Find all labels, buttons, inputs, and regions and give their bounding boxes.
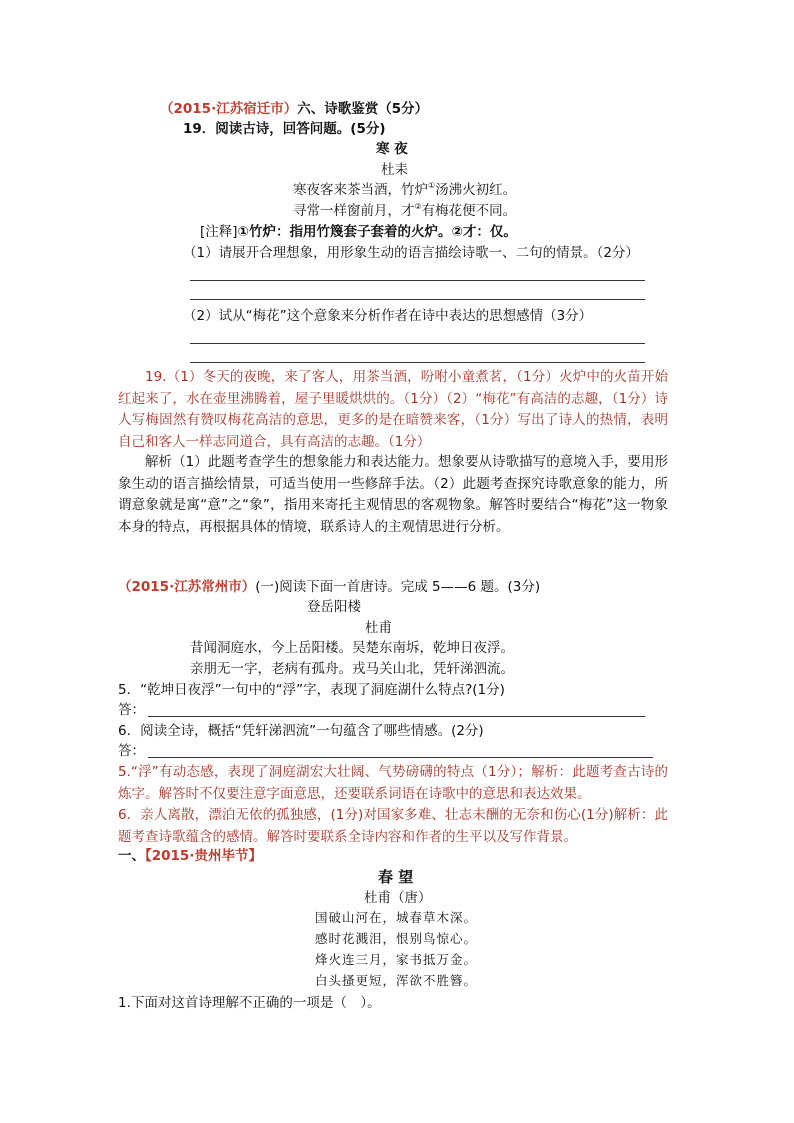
section2-intro: (一)阅读下面一首唐诗。完成 5——6 题。(3分) [255,579,541,595]
answer-line[interactable] [190,299,645,300]
answer-19 [118,367,668,453]
answer-label-6: 答： [118,743,145,759]
section3-source: 【2015·贵州毕节】 [145,848,262,864]
poem1-line2-a: 寻常一样窗前月，才 [293,203,415,219]
note-mark-1: ① [428,181,436,190]
poem3-line: 感时花溅泪，恨别鸟惊心。 [315,931,478,946]
question-19-2: （2）试从“梅花”这个意象来分析作者在诗中表达的思想感情（3分） [183,308,593,324]
section3-prefix: 一、 [118,848,145,864]
poem2-line2: 亲朋无一字，老病有孤舟。戎马关山北，凭轩涕泗流。 [190,661,514,677]
section1-source: （2015·江苏宿迁市） [160,101,298,117]
poem1-title: 寒 夜 [376,141,408,157]
poem1-line1-a: 寒夜客来茶当酒，竹炉 [293,182,428,198]
answer-19-meihua: “梅花” [475,390,517,407]
section3-header [118,846,262,866]
poem1-note [200,222,517,242]
answer-19-part1: 19.（1）冬天的夜晚，来了客人，用茶当酒，吩咐小童煮茗，（1分）火炉中的火苗开始红起来了，水在壶里沸腾着，屋子里暖烘烘的。（1分）（2） [118,369,668,407]
poem1-line2 [293,201,516,221]
question-1: 1.下面对这首诗理解不正确的一项是（ ）。 [118,995,381,1011]
poem3-title: 春 望 [378,868,414,886]
poem3-line: 国破山河在，城春草木深。 [315,910,478,925]
answer-line[interactable] [190,362,645,363]
question-19: 19．阅读古诗，回答问题。(5分) [183,121,386,137]
answer-5: 5.“浮”有动态感，表现了洞庭湖宏大壮阔、气势磅礴的特点（1分）；解析：此题考查古诗的炼字。解答时不仅要注意字面意思，还要联系词语在诗歌中的意思和表达效果。 [118,764,668,802]
poem2-line1: 昔闻洞庭水，今上岳阳楼。吴楚东南坼，乾坤日夜浮。 [190,640,514,656]
section1-title: 六、诗歌鉴赏（5分） [297,101,429,117]
note-text: ①竹炉：指用竹篾套子套着的火炉。②才：仅。 [237,224,517,240]
answer-19-part2: 有高洁的志趣，（1分）诗人写梅固然有赞叹梅花高洁的意思，更多的是在暗赞来客，（1分）写出了诗人的热情，表明自己和客人一样志同道合，具有高洁的志趣。（1分） [118,390,668,450]
answer-label-5: 答： [118,702,145,718]
note-mark-2: ② [414,202,422,211]
poem3-author: 杜甫（唐） [364,890,432,906]
poem3-line: 烽火连三月，家书抵万金。 [315,952,478,967]
poem2-title: 登岳阳楼 [307,599,361,615]
poem2-author: 杜甫 [365,620,392,636]
answer-line[interactable] [190,343,645,344]
poem1-line2-b: 有梅花便不同。 [421,203,517,219]
question-5: 5．“乾坤日夜浮”一句中的“浮”字，表现了洞庭湖什么特点?(1分) [118,682,505,698]
section2-source: （2015·江苏常州市） [118,579,256,595]
answer-line[interactable] [148,716,645,717]
answer-line[interactable] [148,757,653,758]
poem1-author: 杜耒 [381,162,408,178]
analysis-19: 解析（1）此题考查学生的想象能力和表达能力。想象要从诗歌描写的意境入手，要用形象生动的语言描绘情景，可适当使用一些修辞手法。（2）此题考查探究诗歌意象的能力，所谓意象就是寓“意”之“象”，指用来寄托主观情思的客观物象。解答时要结合“梅花”这一物象本身的特点，再根据具体的情境，联系诗人的主观情思进行分析。 [118,454,668,535]
poem3-line: 白头搔更短，浑欲不胜簪。 [315,973,478,988]
answer-6: 6．亲人离散，漂泊无依的孤独感，(1分)对国家多难、壮志未酬的无奈和伤心(1分)解析：此题考查诗歌蕴含的感情。解答时要联系全诗内容和作者的生平以及写作背景。 [118,807,668,845]
section1-header [160,99,428,119]
answer-line[interactable] [190,280,645,281]
note-label: [注释] [200,224,238,240]
question-19-1: （1）请展开合理想象，用形象生动的语言描绘诗歌一、二句的情景。（2分） [183,245,639,261]
poem1-line1-b: 汤沸火初红。 [435,182,517,198]
section2-header [118,577,540,597]
question-6: 6．阅读全诗，概括“凭轩涕泗流”一句蕴含了哪些情感。(2分) [118,723,484,739]
poem1-line1 [293,180,516,200]
